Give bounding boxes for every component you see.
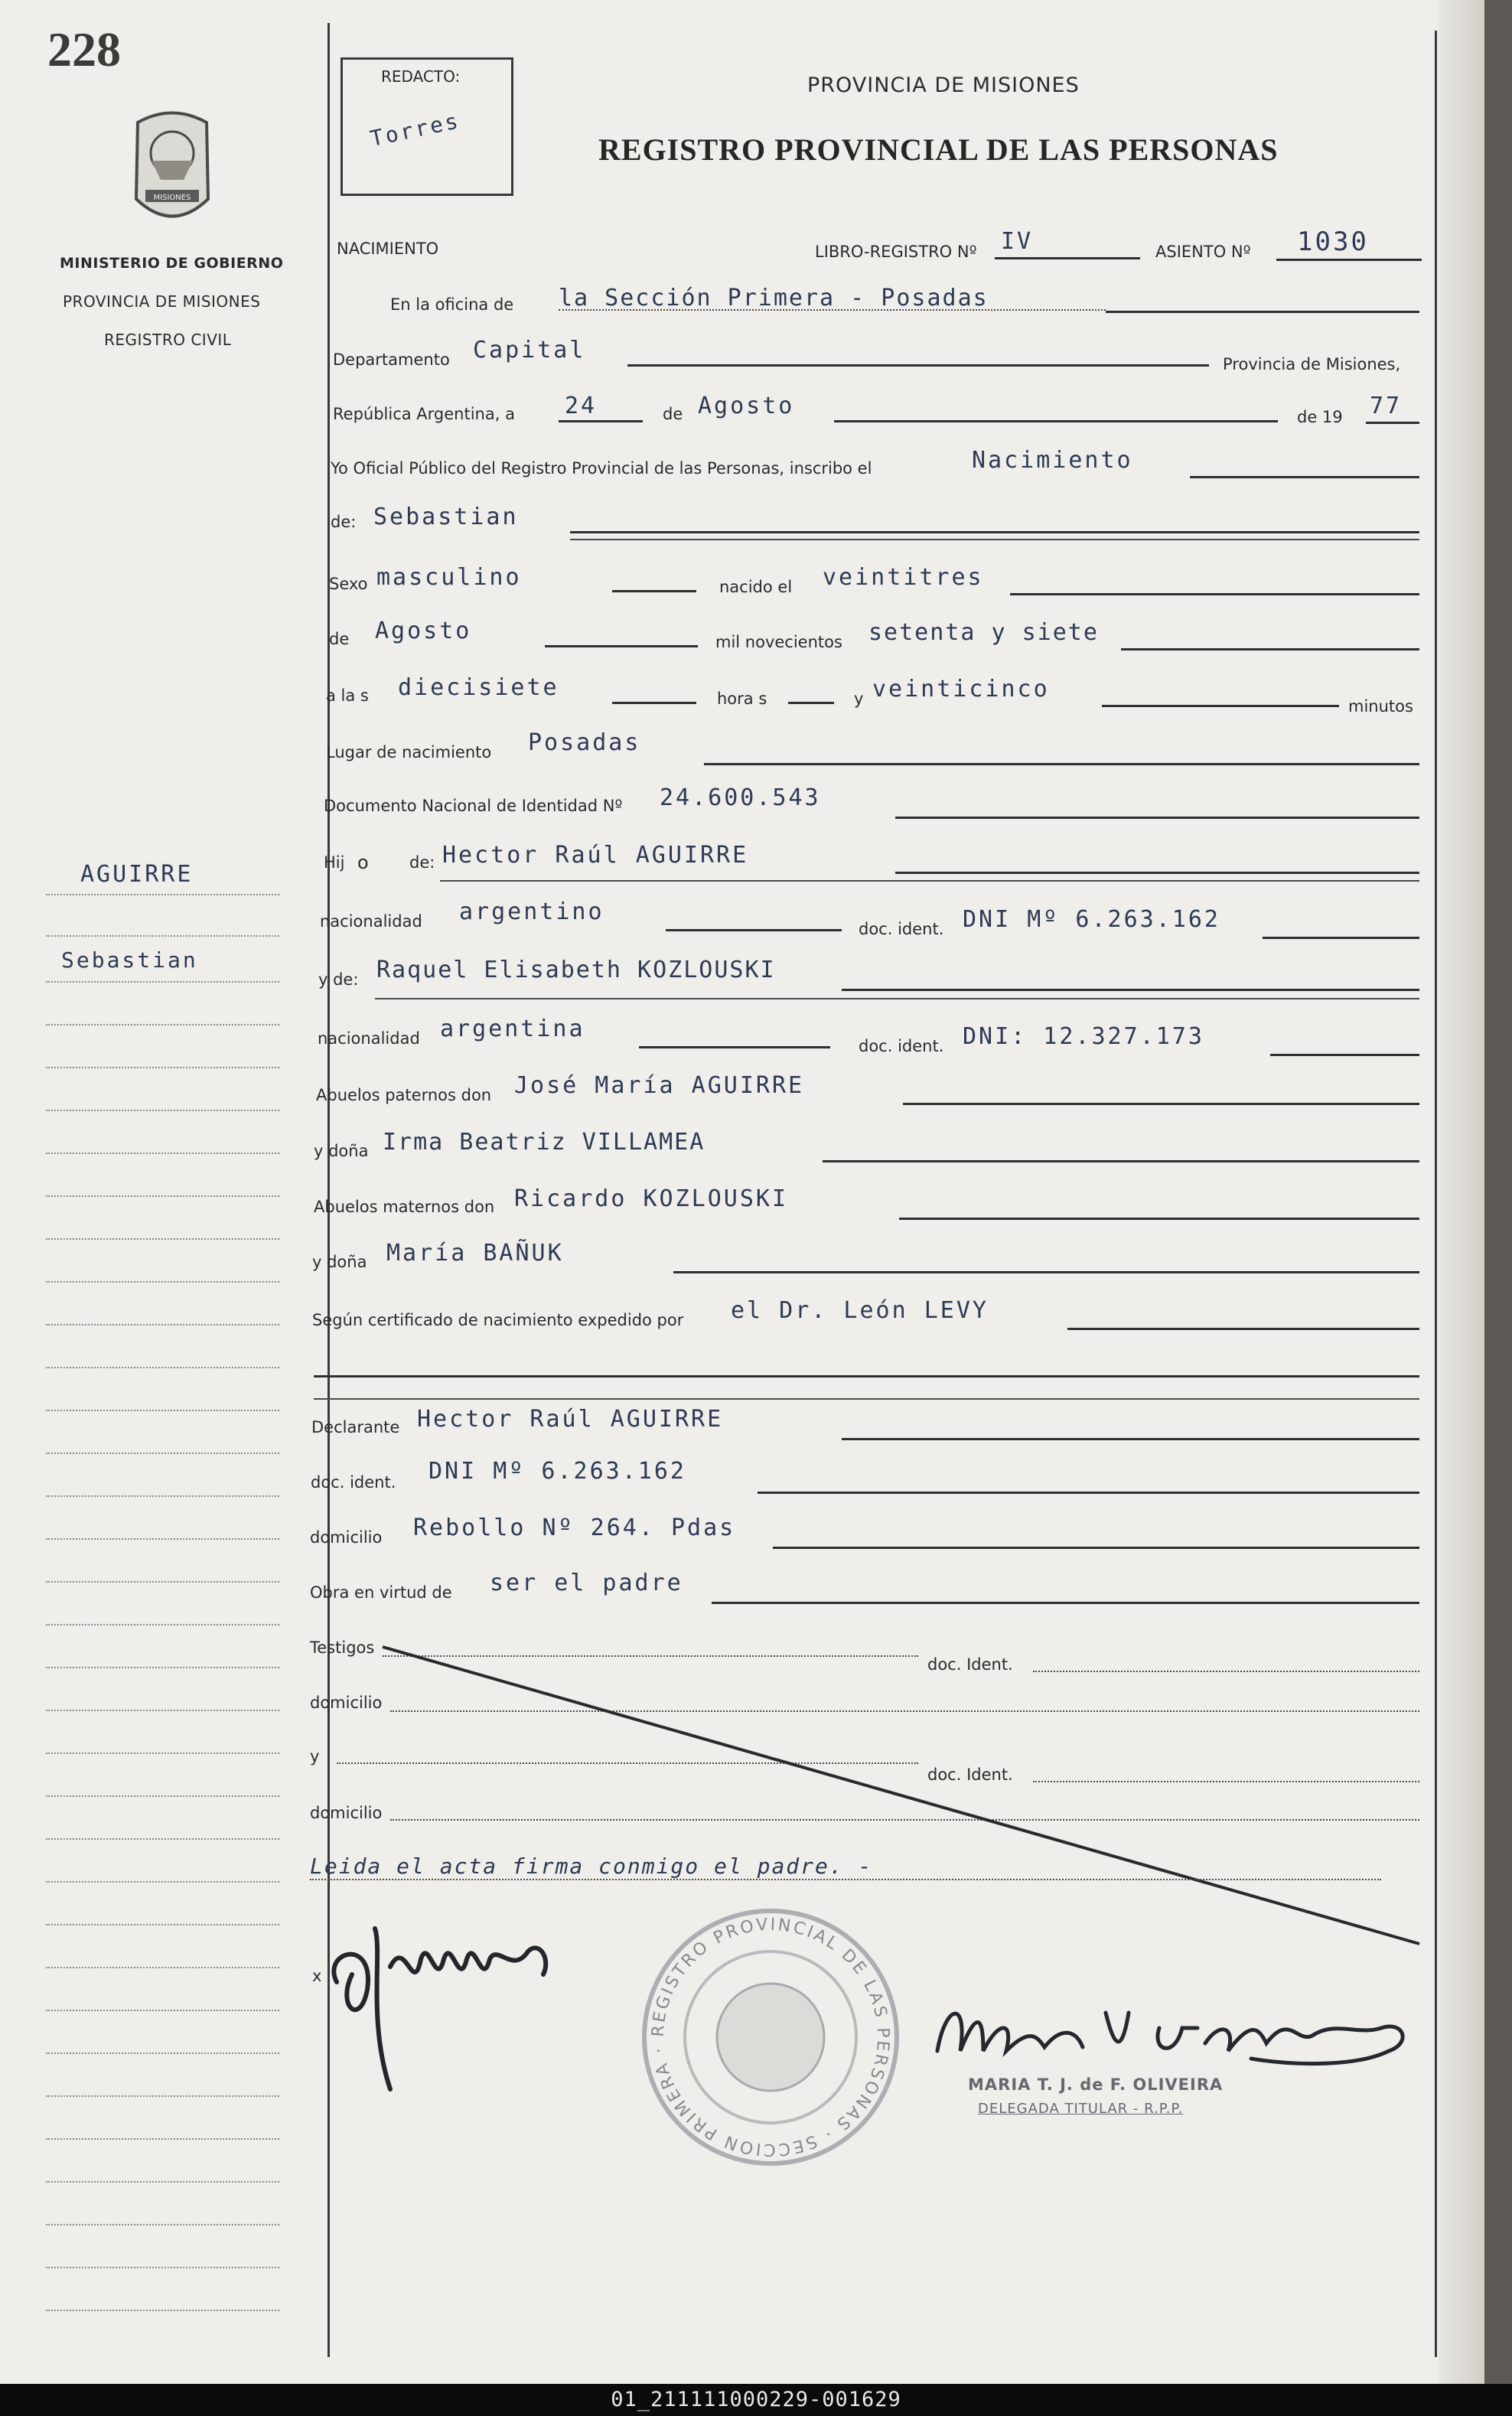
doc2-value: DNI: 12.327.173: [963, 1023, 1204, 1050]
departamento-value: Capital: [473, 337, 586, 364]
ydp-value: Irma Beatriz VILLAMEA: [383, 1129, 705, 1156]
signature-name: MARIA T. J. de F. OLIVEIRA: [968, 2075, 1224, 2094]
yd1-label: y doña: [314, 1142, 369, 1160]
dni-value: 24.600.543: [660, 784, 821, 811]
hijo-de-label: de:: [409, 853, 435, 872]
x-mark: x: [312, 1967, 322, 1985]
docd-label: doc. ident.: [311, 1473, 396, 1492]
closing-line: [310, 1879, 1381, 1880]
doc2-label: doc. ident.: [859, 1037, 944, 1055]
nacimiento-label: NACIMIENTO: [337, 240, 439, 258]
persona-value: Sebastian: [373, 504, 519, 530]
dni-label: Documento Nacional de Identidad Nº: [324, 797, 623, 815]
obra-value: ser el padre: [490, 1570, 683, 1596]
dia-value: 24: [565, 393, 598, 419]
redacto-label: REDACTO:: [381, 67, 461, 86]
scan-id-strip: 01_211111000229-001629: [0, 2384, 1512, 2416]
abp-value: José María AGUIRRE: [514, 1072, 805, 1099]
signature-title: DELEGADA TITULAR - R.P.P.: [978, 2101, 1184, 2117]
provincia-suffix: Provincia de Misiones,: [1223, 355, 1401, 373]
mil-label: mil novecientos: [715, 633, 842, 651]
margin-surname: AGUIRRE: [80, 861, 194, 888]
svg-text:MISIONES: MISIONES: [153, 194, 191, 202]
svg-text:REGISTRO PROVINCIAL DE LAS PER: REGISTRO PROVINCIAL DE LAS PERSONAS · SECCION PRIMERA ·: [648, 1915, 893, 2160]
anio-value: 77: [1370, 393, 1403, 419]
registry-title: REGISTRO PROVINCIAL DE LAS PERSONAS: [598, 132, 1279, 167]
doc-ident-2: doc. Ident.: [927, 1766, 1013, 1784]
minutos-label: minutos: [1348, 697, 1413, 716]
nac1-value: argentino: [459, 898, 604, 925]
redacto-value: Torres: [367, 107, 463, 152]
doc-ident-1: doc. Ident.: [927, 1655, 1013, 1674]
lugar-label: Lugar de nacimiento: [326, 743, 492, 761]
official-stamp: [639, 1906, 903, 2170]
ydm-value: María BAÑUK: [386, 1240, 564, 1267]
doc1-label: doc. ident.: [859, 920, 944, 938]
cert-label: Según certificado de nacimiento expedido por: [312, 1311, 684, 1329]
yde-label: y de:: [318, 970, 359, 989]
decl-label: Declarante: [311, 1418, 400, 1436]
oficial-label: Yo Oficial Público del Registro Provincial de las Personas, inscribo el: [331, 459, 872, 478]
republica-label: República Argentina, a: [333, 405, 515, 423]
asiento-value: 1030: [1297, 227, 1369, 257]
cert-value: el Dr. León LEVY: [731, 1297, 989, 1324]
sexo-label: Sexo: [329, 575, 368, 593]
margin-given-name: Sebastian: [61, 947, 198, 973]
hijo-suffix: o: [357, 852, 369, 873]
yd2-label: y doña: [312, 1253, 367, 1271]
dom1-label: domicilio: [310, 1694, 383, 1712]
docd-value: DNI Mº 6.263.162: [429, 1458, 686, 1485]
nac1-label: nacionalidad: [320, 912, 422, 931]
de-label: de: [663, 405, 683, 423]
left-province-label: PROVINCIA DE MISIONES: [63, 292, 261, 311]
mes-value: Agosto: [698, 393, 795, 419]
abm-value: Ricardo KOZLOUSKI: [514, 1185, 789, 1212]
oficial-value: Nacimiento: [972, 447, 1133, 474]
civil-registry-label: REGISTRO CIVIL: [104, 331, 232, 349]
oficina-value: la Sección Primera - Posadas: [559, 285, 989, 311]
nac2-value: argentina: [440, 1016, 585, 1042]
madre-value: Raquel Elisabeth KOZLOUSKI: [376, 957, 776, 983]
hora-value: diecisiete: [398, 674, 559, 701]
de-anio-label: de 19: [1297, 408, 1343, 426]
decl-value: Hector Raúl AGUIRRE: [417, 1406, 724, 1433]
folio-number: 228: [47, 22, 121, 77]
abp-label: Abuelos paternos don: [316, 1086, 492, 1104]
ala-label: a la s: [326, 686, 369, 705]
padre-value: Hector Raúl AGUIRRE: [442, 842, 749, 869]
nacido-value: veintitres: [823, 564, 984, 591]
obra-label: Obra en virtud de: [310, 1583, 452, 1602]
dom-value: Rebollo Nº 264. Pdas: [413, 1514, 736, 1541]
nacido-label: nacido el: [719, 578, 793, 596]
mes2-value: Agosto: [375, 618, 472, 644]
sexo-value: masculino: [376, 564, 522, 591]
libro-value: IV: [1001, 228, 1034, 255]
province-heading: PROVINCIA DE MISIONES: [807, 73, 1080, 97]
doc1-value: DNI Mº 6.263.162: [963, 906, 1220, 933]
hijo-label: Hij: [324, 853, 345, 872]
ministry-label: MINISTERIO DE GOBIERNO: [60, 255, 284, 272]
dom-label: domicilio: [310, 1528, 383, 1547]
oficina-label: En la oficina de: [390, 295, 514, 314]
abm-label: Abuelos maternos don: [314, 1198, 495, 1216]
asiento-label: ASIENTO Nº: [1155, 243, 1251, 261]
official-signature: [930, 1982, 1419, 2082]
de2-label: de: [329, 630, 350, 648]
lugar-value: Posadas: [528, 729, 641, 756]
declarant-signature: [321, 1906, 566, 2097]
nac2-label: nacionalidad: [318, 1029, 420, 1048]
mil-value: setenta y siete: [868, 619, 1099, 646]
de-persona-label: de:: [331, 513, 357, 531]
minutos-conj: y: [854, 690, 864, 708]
closing-text: Leida el acta firma conmigo el padre. -: [310, 1854, 873, 1879]
minutos-value: veinticinco: [872, 676, 1050, 703]
hora-label: hora s: [717, 690, 767, 708]
dom2-label: domicilio: [310, 1804, 383, 1822]
departamento-label: Departamento: [333, 350, 450, 369]
libro-label: LIBRO-REGISTRO Nº: [815, 243, 977, 261]
testigos-label: Testigos: [310, 1638, 375, 1657]
y-label: y: [310, 1747, 320, 1766]
